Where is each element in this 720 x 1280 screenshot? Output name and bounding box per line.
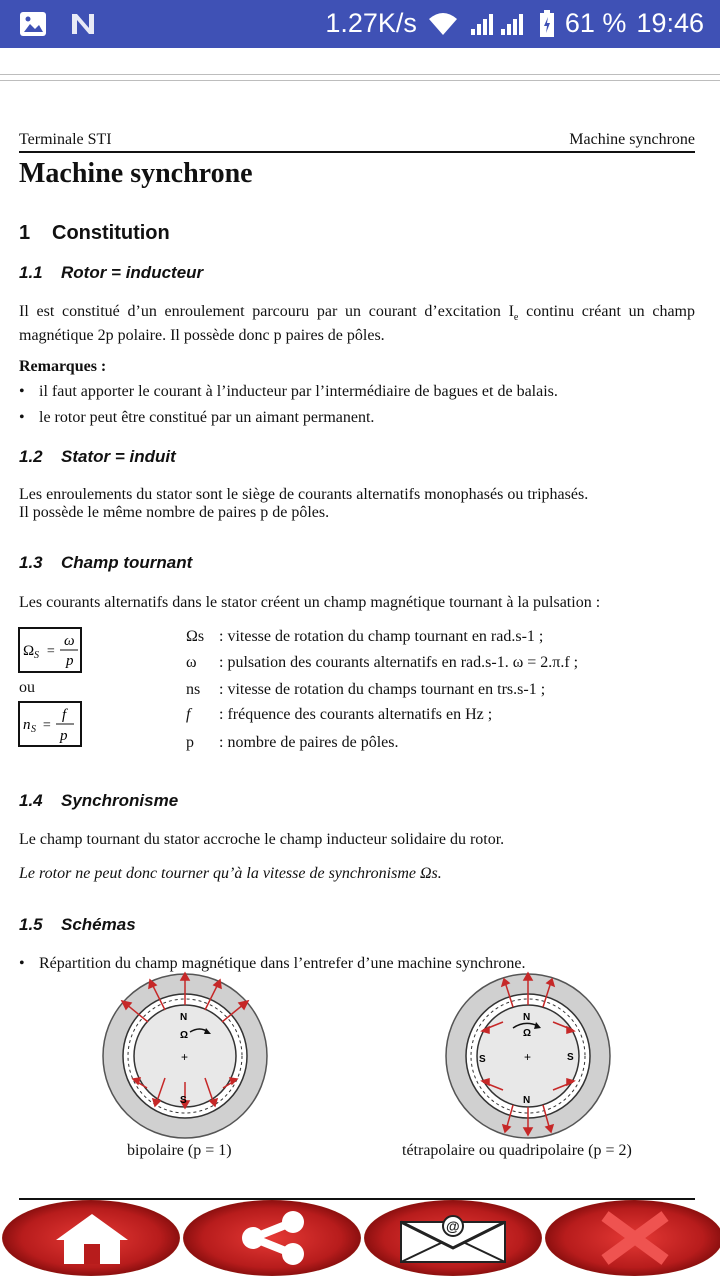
omega-label: Ω	[180, 1030, 189, 1041]
section-1-5-heading: 1.5 Schémas	[19, 915, 136, 934]
paragraph-stator-2: Il possède le même nombre de paires p de pôles.	[19, 504, 330, 521]
list-item: • Répartition du champ magnétique dans l’entrefer d’une machine synchrone.	[19, 955, 526, 972]
def-row: Ωs : vitesse de rotation du champ tournant en rad.s-1 ;	[186, 628, 544, 645]
list-item: • il faut apporter le courant à l’inducteur par l’intermédiaire de bagues et de balais.	[19, 383, 558, 400]
email-button[interactable]	[364, 1200, 542, 1276]
toolbar-divider	[0, 74, 720, 75]
omega-label: Ω	[523, 1028, 532, 1039]
close-button[interactable]	[545, 1200, 720, 1276]
home-icon	[52, 1210, 132, 1266]
paragraph-rotor: Il est constitué d’un enroulement parcouru par un courant d’excitation $I_e$ continu créant un champ magnétique 2p polaire. Il possède donc p paires de pôles.	[19, 303, 695, 345]
wifi-icon	[427, 11, 459, 37]
remarques-label: Remarques :	[19, 358, 107, 375]
svg-text:ω: ω	[64, 633, 75, 649]
gallery-icon	[18, 10, 48, 38]
paragraph-champ: Les courants alternatifs dans le stator créent un champ magnétique tournant à la pulsation :	[19, 594, 601, 611]
toolbar-divider	[0, 80, 720, 81]
close-icon	[595, 1210, 675, 1266]
diagram-bipolar	[90, 970, 280, 1140]
section-1-2-heading: 1.2 Stator = induit	[19, 447, 176, 466]
share-button[interactable]	[183, 1200, 361, 1276]
section-1-heading: 1 Constitution	[19, 222, 170, 244]
formula-n-s	[18, 701, 82, 747]
header-right: Machine synchrone	[569, 131, 695, 148]
svg-text:=: =	[42, 718, 52, 733]
paragraph-synchro-2: Le rotor ne peut donc tourner qu’à la vitesse de synchronisme Ωs.	[19, 865, 442, 882]
caption-tetrapolar: tétrapolaire ou quadripolaire (p = 2)	[402, 1142, 632, 1159]
svg-text:f: f	[62, 707, 67, 723]
svg-text:+: +	[181, 1050, 189, 1064]
pole-s: S	[180, 1095, 187, 1106]
status-bar	[0, 0, 720, 48]
def-row: ω : pulsation des courants alternatifs en rad.s-1. ω = 2.π.f ;	[186, 654, 579, 671]
def-row: p : nombre de paires de pôles.	[186, 734, 399, 751]
svg-text:S: S	[31, 724, 36, 735]
signal-icon	[469, 11, 529, 37]
header-left: Terminale STI	[19, 131, 112, 148]
clock: 19:46	[636, 8, 704, 38]
def-row: f : fréquence des courants alternatifs en Hz ;	[186, 706, 493, 723]
share-icon	[235, 1210, 311, 1266]
svg-text:Ω: Ω	[23, 643, 35, 659]
pole-s-left: S	[479, 1054, 486, 1065]
section-1-1-heading: 1.1 Rotor = inducteur	[19, 263, 204, 282]
section-1-4-heading: 1.4 Synchronisme	[19, 791, 179, 810]
ou-label: ou	[19, 679, 35, 696]
pole-n-top: N	[523, 1012, 531, 1023]
battery-icon	[539, 10, 555, 38]
pole-n: N	[180, 1012, 188, 1023]
page-header	[19, 131, 695, 153]
svg-text:p: p	[60, 728, 68, 744]
svg-text:=: =	[46, 644, 56, 659]
svg-text:p: p	[66, 653, 74, 669]
section-1-3-heading: 1.3 Champ tournant	[19, 553, 193, 572]
email-icon	[399, 1214, 507, 1264]
pole-s-right: S	[567, 1052, 574, 1063]
home-button[interactable]	[2, 1200, 180, 1276]
n-app-icon	[68, 10, 98, 38]
list-item: • le rotor peut être constitué par un aimant permanent.	[19, 409, 375, 426]
paragraph-synchro-1: Le champ tournant du stator accroche le champ inducteur solidaire du rotor.	[19, 831, 505, 848]
def-row: ns : vitesse de rotation du champs tournant en trs.s-1 ;	[186, 681, 546, 698]
paragraph-stator-1: Les enroulements du stator sont le siège de courants alternatifs monophasés ou triphasés.	[19, 486, 589, 503]
battery-level: 61 %	[564, 8, 627, 38]
diagram-tetrapolar	[433, 970, 623, 1140]
page-title: Machine synchrone	[19, 158, 253, 189]
pole-n-bottom: N	[523, 1095, 531, 1106]
svg-text:n: n	[23, 717, 31, 733]
svg-text:+: +	[524, 1050, 532, 1064]
caption-bipolar: bipolaire (p = 1)	[127, 1142, 232, 1159]
svg-text:@: @	[446, 1218, 460, 1234]
svg-text:S: S	[34, 650, 39, 661]
net-speed: 1.27K/s	[325, 8, 417, 38]
formula-omega-s	[18, 627, 82, 673]
page-footer-rule	[19, 1198, 695, 1200]
